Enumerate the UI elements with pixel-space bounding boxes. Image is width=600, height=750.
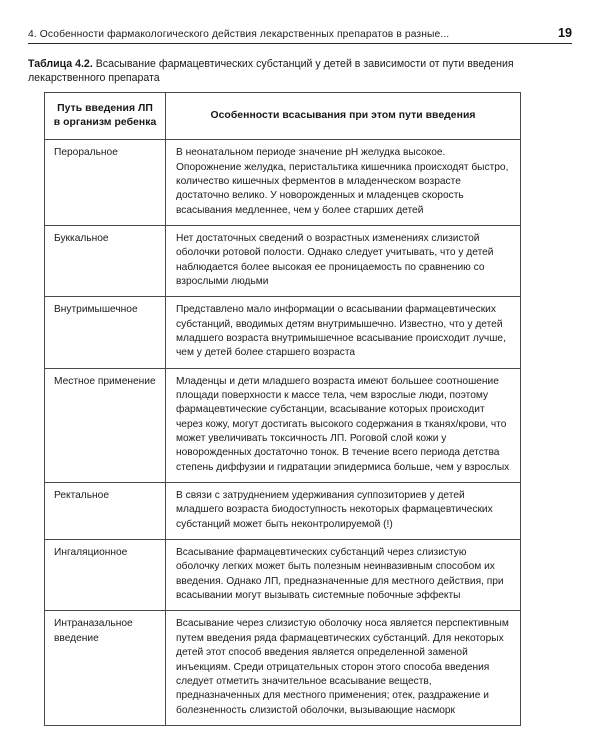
running-head-title: 4. Особенности фармакологического действия лекарственных препаратов в разные...: [28, 29, 450, 40]
cell-description: Представлено мало информации о всасывании фармацевтических субстанций, вводимых детям внутримышечно. Известно, что у детей младшего возраста внутримышечное всасывание происходит лучше, чем у детей более старшего возраста: [166, 297, 521, 368]
cell-route: Местное применение: [45, 368, 166, 482]
column-header-route: [45, 93, 166, 140]
column-header-features: Особенности всасывания при этом пути введения: [166, 93, 521, 140]
cell-route: Ингаляционное: [45, 540, 166, 611]
cell-description: Нет достаточных сведений о возрастных изменениях слизистой оболочки ротовой полости. Однако следует учитывать, что у детей наблюдается более высокая ее проницаемость по сравнению со взрослыми людьми: [166, 225, 521, 296]
table-row: [45, 540, 521, 611]
absorption-routes-table: [44, 92, 521, 726]
cell-route: Внутримышечное: [45, 297, 166, 368]
table-row: [45, 483, 521, 540]
table-row: [45, 368, 521, 482]
cell-description: Младенцы и дети младшего возраста имеют большее соотношение площади поверхности к массе тела, чем взрослые люди, поэтому фармацевтические субстанции, всасывание которых происходит через кожу, могут достигать высокого содержания в тканях/крови, что может увеличивать токсичность ЛП. Роговой слой кожи у новорожденных достаточно тонок. В течение всего периода детства степень диффузии и гидратации эпидермиса больше, чем у взрослых: [166, 368, 521, 482]
table-row: [45, 140, 521, 226]
running-head: [28, 26, 572, 44]
table-header-row: [45, 93, 521, 140]
column-header-route-line1: Путь введения ЛП: [57, 103, 153, 114]
table-row: [45, 225, 521, 296]
table-row: [45, 297, 521, 368]
cell-route: Пероральное: [45, 140, 166, 226]
page-number: 19: [557, 26, 572, 40]
table-header: [45, 93, 521, 140]
cell-description: В связи с затруднением удерживания суппозиториев у детей младшего возраста биодоступность некоторых фармацевтических субстанций может быть неконтролируемой (!): [166, 483, 521, 540]
table-body: [45, 140, 521, 726]
table-caption-text: Всасывание фармацевтических субстанций у детей в зависимости от пути введения лекарственного препарата: [28, 58, 514, 85]
table-container: [44, 92, 520, 726]
table-row: [45, 611, 521, 725]
table-caption-label: Таблица 4.2.: [28, 58, 93, 70]
cell-route: Ректальное: [45, 483, 166, 540]
cell-description: Всасывание через слизистую оболочку носа является перспективным путем введения ряда фармацевтических субстанций. Для некоторых детей этот способ введения является определенной заменой инъекциям. Среди отрицательных сторон этого способа введения следует отметить значительное всасывание веществ, предназначенных для местного применения; отек, раздражение и болезненность слизистой оболочки, вызывающие насморк: [166, 611, 521, 725]
table-caption: [28, 57, 576, 86]
cell-route: Буккальное: [45, 225, 166, 296]
cell-description: В неонатальном периоде значение рН желудка высокое. Опорожнение желудка, перистальтика кишечника происходят быстро, количество кишечных ферментов в младенческом возрасте достаточно велико. У новорожденных и младенцев скорость всасывания медленнее, чем у более старших детей: [166, 140, 521, 226]
cell-description: Всасывание фармацевтических субстанций через слизистую оболочку легких может быть полезным неинвазивным способом их введения. Однако ЛП, предназначенные для местного действия, при всасывании могут вызывать системные побочные эффекты: [166, 540, 521, 611]
column-header-route-line2: в организм ребенка: [53, 116, 157, 128]
cell-route: Интраназальное введение: [45, 611, 166, 725]
